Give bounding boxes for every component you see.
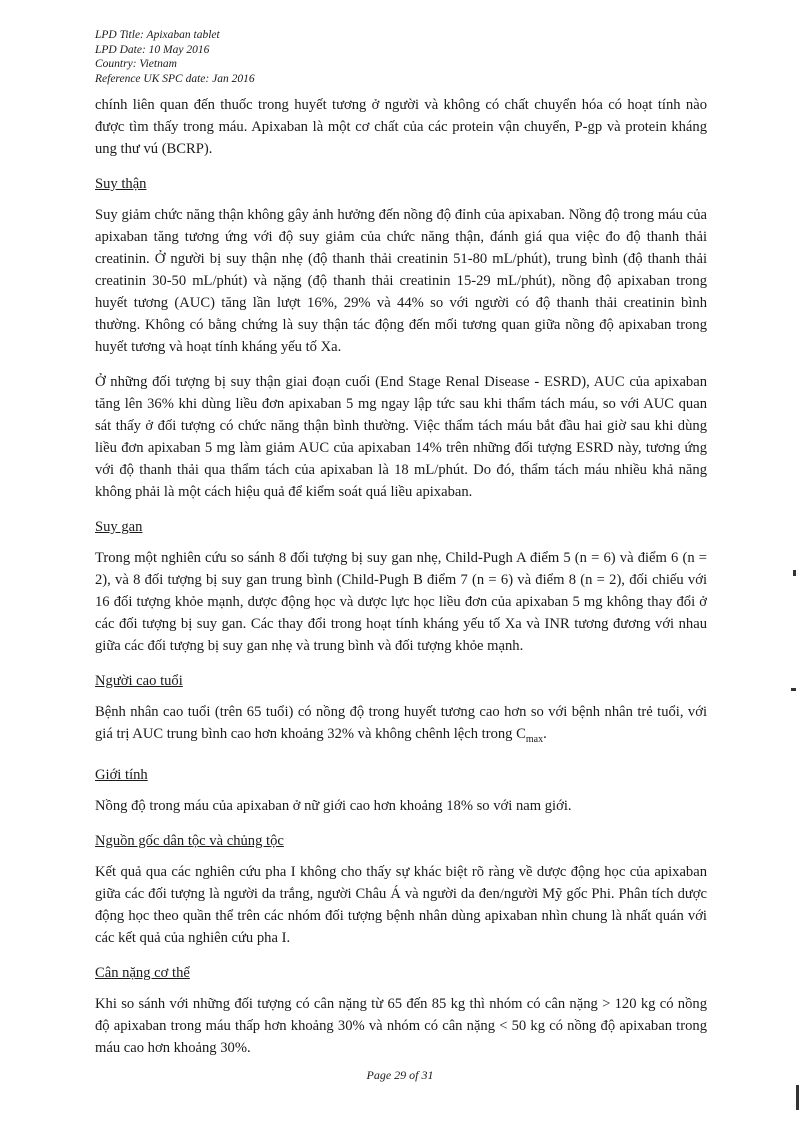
scan-artifact-mark <box>793 570 796 576</box>
elderly-text-end: . <box>543 726 547 742</box>
lpd-title: LPD Title: Apixaban tablet <box>95 29 220 41</box>
reference-date: Reference UK SPC date: Jan 2016 <box>95 72 255 85</box>
hepatic-paragraph: Trong một nghiên cứu so sánh 8 đối tượng bị suy gan nhẹ, Child-Pugh A điểm 5 (n = 6) và điểm 6 (n = 2), và 8 đối tượng bị suy gan trung bình (Child-Pugh B điểm 7 (n = 6) và điểm 8 (n = 2), đối chiếu với 16 đối tượng khỏe mạnh, dược động học và dược lực học liều đơn của apixaban 5 mg không thay đổi ở các đối tượng bị suy gan. Các thay đổi trong hoạt tính kháng yếu tố Xa và INR tương đương với nhau giữa các đối tượng bị suy gan nhẹ và trung bình và đối tượng khỏe mạnh. <box>95 550 707 654</box>
weight-paragraph: Khi so sánh với những đối tượng có cân nặng từ 65 đến 85 kg thì nhóm có cân nặng > 120 kg có nồng độ apixaban trong máu thấp hơn khoảng 30% và nhóm có cân nặng < 50 kg có nồng độ apixaban trong máu cao hơn khoảng 30%. <box>95 995 707 1056</box>
section-heading-gender: Giới tính <box>95 766 148 783</box>
cmax-subscript: max <box>525 733 544 745</box>
scan-artifact-mark <box>791 688 796 691</box>
lpd-date: LPD Date: 10 May 2016 <box>95 43 210 56</box>
intro-paragraph: chính liên quan đến thuốc trong huyết tương ở người và không có chất chuyển hóa có hoạt tính nào được tìm thấy trong máu. Apixaban là một cơ chất của các protein vận chuyển, P-gp và protein kháng ung thư vú (BCRP). <box>95 97 707 157</box>
page-number: Page 29 of 31 <box>366 1068 434 1082</box>
renal-paragraph-2: Ở những đối tượng bị suy thận giai đoạn cuối (End Stage Renal Disease - ESRD), AUC của apixaban tăng lên 36% khi dùng liều đơn apixaban 5 mg ngay lập tức sau khi thẩm tách máu, so với AUC quan sát thấy ở đối tượng có chức năng thận bình thường. Việc thẩm tách máu bắt đầu hai giờ sau khi dùng liều đơn apixaban 5 mg làm giảm AUC của apixaban 14% trên những đối tượng ESRD này, tương ứng với độ thanh thải qua thẩm tách của apixaban là 18 mL/phút. Do đó, thẩm tách máu nhiều khả năng không phải là một cách hiệu quả để kiểm soát quá liều apixaban. <box>95 374 707 500</box>
elderly-paragraph <box>95 701 707 751</box>
document-header <box>95 28 255 86</box>
renal-paragraph-1: Suy giảm chức năng thận không gây ảnh hưởng đến nồng độ đỉnh của apixaban. Nồng độ trong máu của apixaban tăng tương ứng với độ suy giảm của chức năng thận, đánh giá qua việc đo độ thanh thải creatinin. Ở người bị suy thận nhẹ (độ thanh thải creatinin 51-80 mL/phút), trung bình (độ thanh thải creatinin 30-50 mL/phút) và nặng (độ thanh thải creatinin 15-29 mL/phút), nồng độ apixaban trong huyết tương (AUC) tăng lần lượt 16%, 29% và 44% so với người có độ thanh thải creatinin bình thường. Không có bằng chứng là suy thận tác động đến mối tương quan giữa nồng độ apixaban trong huyết tương và hoạt tính kháng yếu tố Xa. <box>95 207 707 355</box>
section-heading-renal: Suy thận <box>95 176 147 192</box>
section-heading-ethnicity: Nguồn gốc dân tộc và chủng tộc <box>95 832 284 849</box>
country: Country: Vietnam <box>95 58 177 70</box>
section-heading-elderly: Người cao tuổi <box>95 673 183 689</box>
ethnicity-paragraph: Kết quả qua các nghiên cứu pha I không cho thấy sự khác biệt rõ ràng về dược động học của apixaban giữa các đối tượng là người da trắng, người Châu Á và người da đen/người Mỹ gốc Phi. Phân tích dược động học theo quần thể trên các nhóm đối tượng bệnh nhân dùng apixaban nhìn chung là nhất quán với các kết quả của nghiên cứu pha I. <box>95 863 707 946</box>
gender-paragraph: Nồng độ trong máu của apixaban ở nữ giới cao hơn khoảng 18% so với nam giới. <box>95 797 572 814</box>
section-heading-hepatic: Suy gan <box>95 519 143 535</box>
elderly-text: Bệnh nhân cao tuổi (trên 65 tuổi) có nồng độ trong huyết tương cao hơn so với bệnh nhân trẻ tuổi, với giá trị AUC trung bình cao hơn khoảng 32% và không chênh lệch trong C <box>95 704 707 742</box>
document-body <box>95 94 707 1072</box>
section-heading-weight: Cân nặng cơ thể <box>95 964 190 981</box>
scan-artifact-mark <box>796 1085 799 1110</box>
